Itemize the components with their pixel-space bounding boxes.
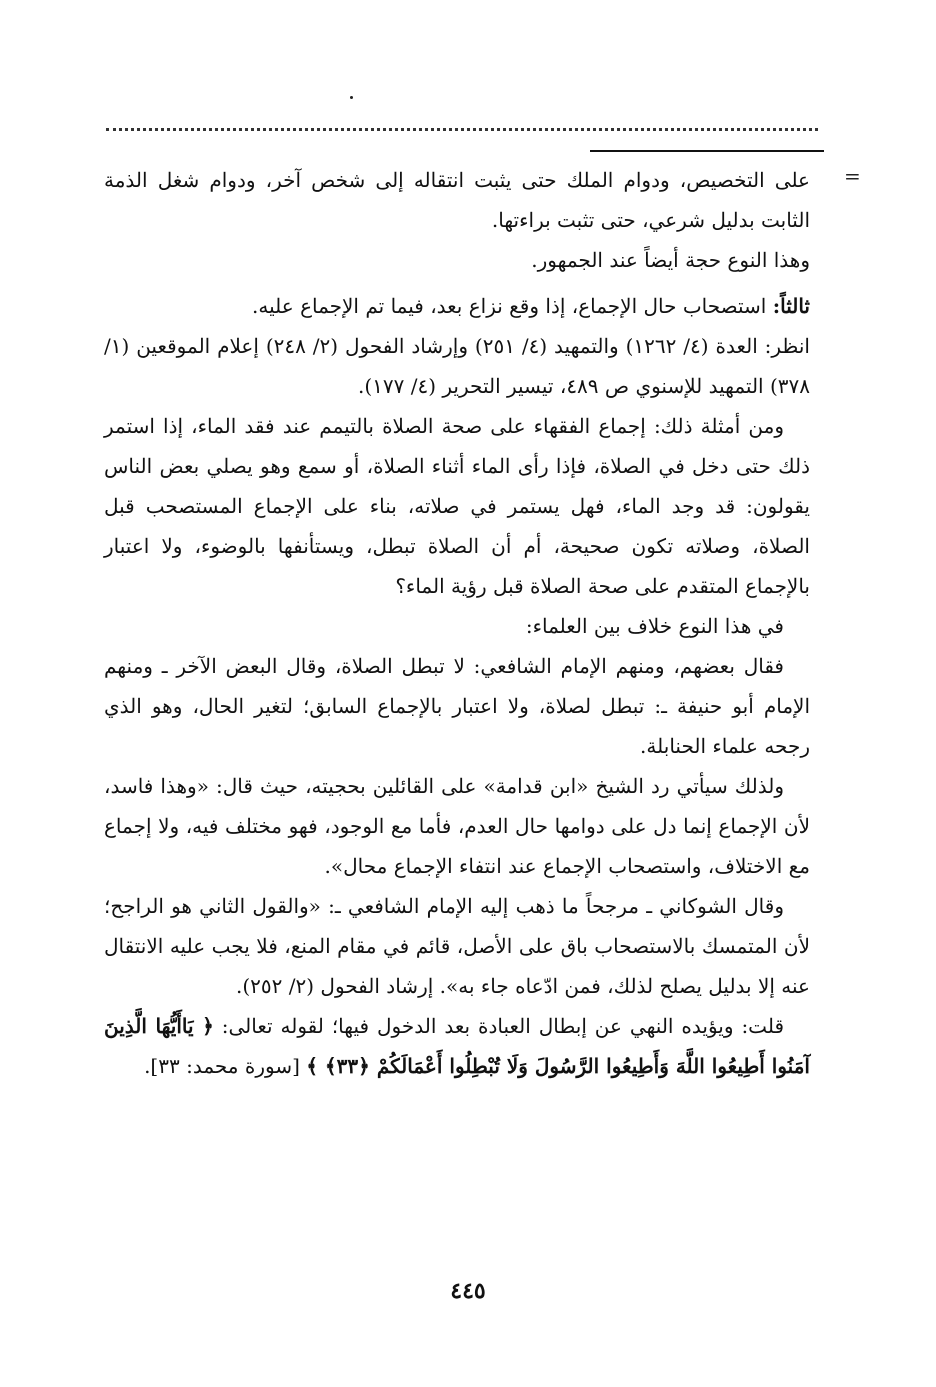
quran-verse: ﴿ يَاأَيُّهَا الَّذِينَ آمَنُوا أَطِيعُوا اللَّهَ وَأَطِيعُوا الرَّسُولَ وَلَا تُبْطِلُوا أَعْمَالَكُمْ ﴿٣٣﴾ ﴾ bbox=[104, 1014, 810, 1078]
footnote-separator bbox=[590, 150, 824, 152]
page-number: ٤٤٥ bbox=[450, 1278, 486, 1304]
section-text: استصحاب حال الإجماع، إذا وقع نزاع بعد، فيما تم الإجماع عليه. bbox=[252, 294, 773, 318]
ibn-qudama-paragraph: ولذلك سيأتي رد الشيخ «ابن قدامة» على القائلين بحجيته، حيث قال: «وهذا فاسد، لأن الإجماع إنما دل على دوامها حال العدم، فأما مع الوجود، فهو مختلف فيه، ولا إجماع مع الاختلاف، واستصحاب الإجماع عند انتفاء الإجماع محال». bbox=[104, 774, 810, 878]
page-body bbox=[104, 160, 810, 1086]
continuation-mark: = bbox=[844, 164, 861, 188]
example-paragraph: ومن أمثلة ذلك: إجماع الفقهاء على صحة الصلاة بالتيمم عند فقد الماء، إذا استمر ذلك حتى دخل في الصلاة، فإذا رأى الماء أثناء الصلاة، أو سمع وهو يصلي بعض الناس يقولون: قد وجد الماء، فهل يستمر في صلاته، بناء على الإجماع المستصحب قبل الصلاة، وصلاته تكون صحيحة، أم أن الصلاة تبطل، ويستأنفها بالوضوء، ولا اعتبار بالإجماع المتقدم على صحة الصلاة قبل رؤية الماء؟ bbox=[104, 414, 810, 598]
closing-intro: قلت: ويؤيده النهي عن إبطال العبادة بعد الدخول فيها؛ لقوله تعالى: bbox=[213, 1014, 785, 1038]
section-label: ثالثاً: bbox=[772, 294, 810, 318]
footnote-line: على التخصيص، ودوام الملك حتى يثبت انتقاله إلى شخص آخر، ودوام شغل الذمة الثابت بدليل شرعي، حتى تثبت براءتها. bbox=[104, 168, 810, 232]
section-heading-paragraph bbox=[104, 286, 810, 326]
header-dotted-rule bbox=[106, 128, 818, 131]
footnote-line: وهذا النوع حجة أيضاً عند الجمهور. bbox=[531, 248, 810, 272]
dispute-paragraph: في هذا النوع خلاف بين العلماء: bbox=[525, 614, 784, 638]
opinions-paragraph: فقال بعضهم، ومنهم الإمام الشافعي: لا تبطل الصلاة، وقال البعض الآخر ـ ومنهم الإمام أبو حنيفة ـ: تبطل لصلاة، ولا اعتبار بالإجماع السابق؛ لتغير الحال، وهو الذي رجحه علماء الحنابلة. bbox=[104, 654, 810, 758]
top-dot-mark bbox=[350, 96, 353, 99]
closing-paragraph bbox=[104, 1006, 810, 1086]
closing-reference: [سورة محمد: ٣٣]. bbox=[144, 1054, 307, 1078]
shawkani-paragraph: وقال الشوكاني ـ مرجحاً ما ذهب إليه الإمام الشافعي ـ: «والقول الثاني هو الراجح؛ لأن المتمسك بالاستصحاب باق على الأصل، قائم في مقام المنع، فلا يجب عليه الانتقال عنه إلا بدليل يصلح لذلك، فمن ادّعاه جاء به». إرشاد الفحول (٢/ ٢٥٢). bbox=[104, 894, 810, 998]
references-paragraph: انظر: العدة (٤/ ١٢٦٢) والتمهيد (٤/ ٢٥١) وإرشاد الفحول (٢/ ٢٤٨) إعلام الموقعين (١/ ٣٧٨) التمهيد للإسنوي ص ٤٨٩، تيسير التحرير (٤/ ١٧٧). bbox=[104, 334, 810, 398]
